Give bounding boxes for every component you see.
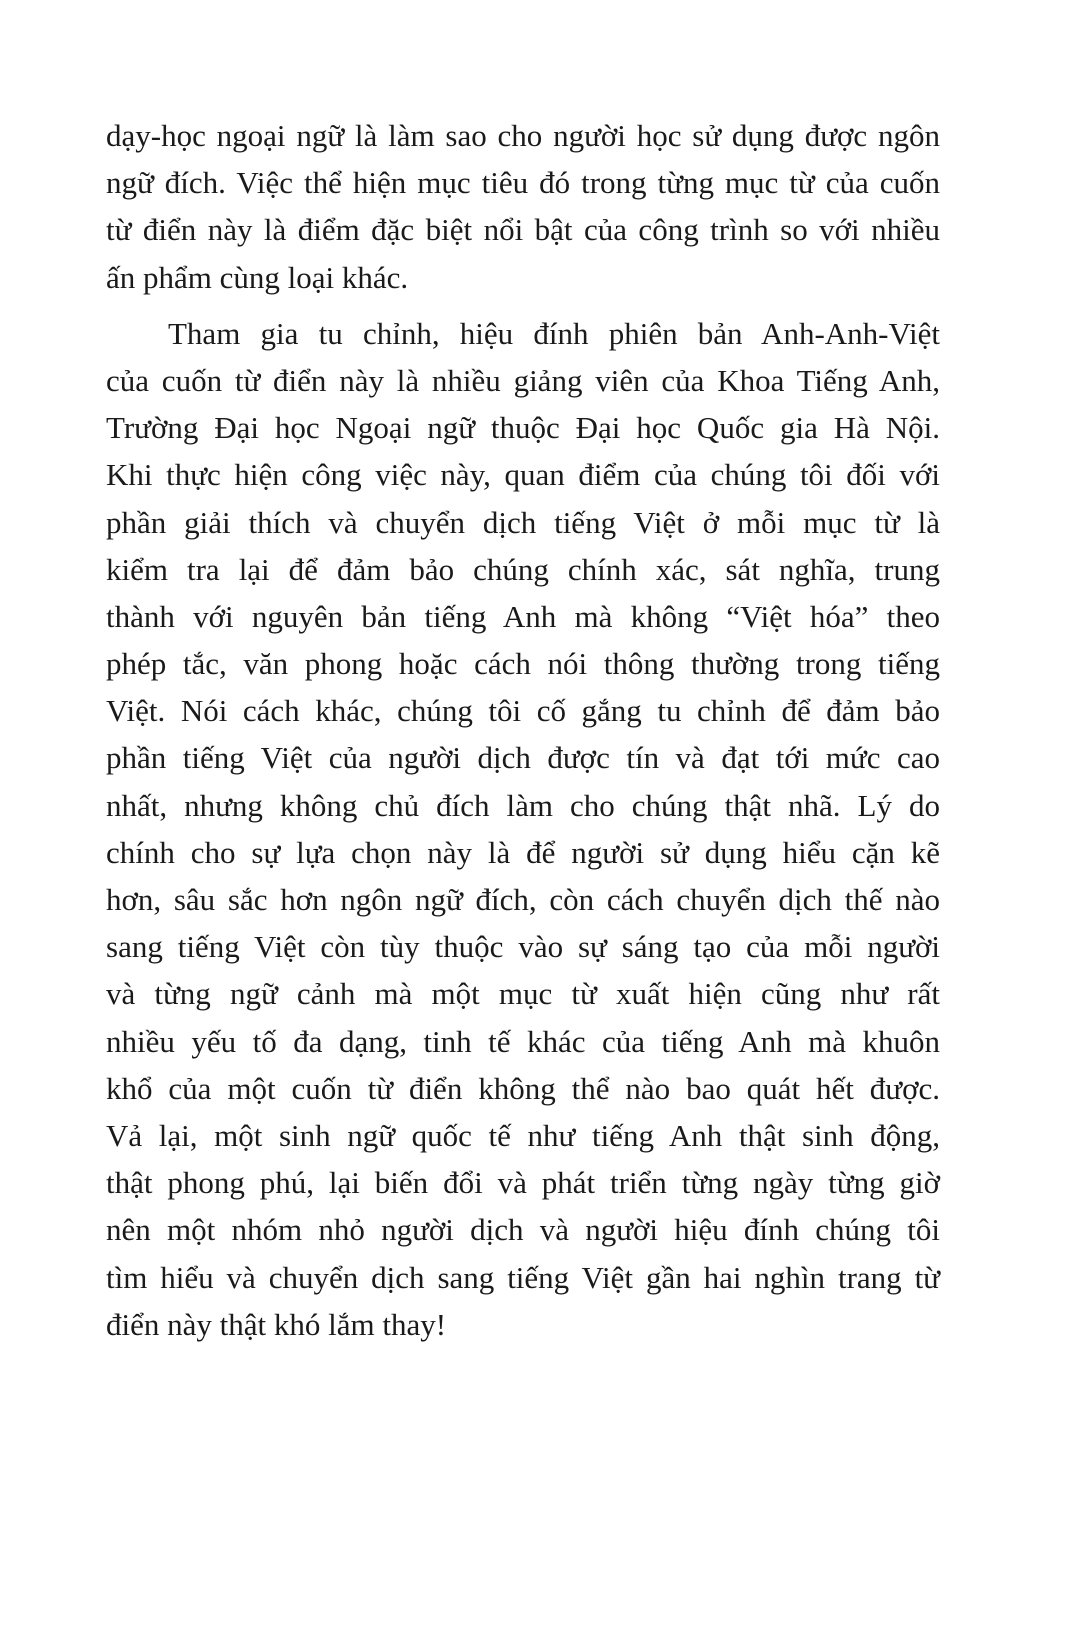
body-text [106,112,940,1348]
text-line: của cuốn từ điển này là nhiều giảng viên của Khoa Tiếng Anh, [106,362,940,398]
text-line: khổ của một cuốn từ điển không thể nào bao quát hết được. [106,1070,940,1106]
text-line: hơn, sâu sắc hơn ngôn ngữ đích, còn cách chuyển dịch thế nào [106,882,940,917]
text-line: Khi thực hiện công việc này, quan điểm của chúng tôi đối với [106,457,940,493]
text-line: tìm hiểu và chuyển dịch sang tiếng Việt gần hai nghìn trang từ [106,1259,940,1295]
paragraph-2 [106,310,940,1348]
text-line: điển này thật khó lắm thay! [106,1306,447,1342]
text-line: và từng ngữ cảnh mà một mục từ xuất hiện cũng như rất [106,976,940,1012]
paragraph-gap [106,301,940,310]
text-line: Tham gia tu chỉnh, hiệu đính phiên bản Anh-Anh-Việt [168,315,940,351]
text-line: ấn phẩm cùng loại khác. [106,259,409,295]
text-line: phần giải thích và chuyển dịch tiếng Việt ở mỗi mục từ là [106,504,940,540]
text-line: phép tắc, văn phong hoặc cách nói thông thường trong tiếng [106,646,940,682]
text-line: Việt. Nói cách khác, chúng tôi cố gắng tu chỉnh để đảm bảo [106,693,940,729]
text-line: Trường Đại học Ngoại ngữ thuộc Đại học Quốc gia Hà Nội. [106,410,940,446]
text-line: thành với nguyên bản tiếng Anh mà không “Việt hóa” theo [106,598,940,634]
text-line: thật phong phú, lại biến đổi và phát triển từng ngày từng giờ [106,1165,940,1201]
text-line: phần tiếng Việt của người dịch được tín và đạt tới mức cao [106,740,940,776]
text-line: nhất, nhưng không chủ đích làm cho chúng thật nhã. Lý do [106,787,940,823]
text-line: ngữ đích. Việc thể hiện mục tiêu đó trong từng mục từ của cuốn [106,165,940,201]
text-line: từ điển này là điểm đặc biệt nổi bật của công trình so với nhiều [106,212,940,248]
text-line: Vả lại, một sinh ngữ quốc tế như tiếng Anh thật sinh động, [106,1117,940,1153]
text-line: nên một nhóm nhỏ người dịch và người hiệu đính chúng tôi [106,1212,940,1248]
text-line: kiểm tra lại để đảm bảo chúng chính xác, sát nghĩa, trung [106,551,940,587]
text-line: nhiều yếu tố đa dạng, tinh tế khác của tiếng Anh mà khuôn [106,1023,940,1059]
text-line: sang tiếng Việt còn tùy thuộc vào sự sáng tạo của mỗi người [106,929,940,965]
text-line: dạy-học ngoại ngữ là làm sao cho người học sử dụng được ngôn [106,118,940,153]
text-line: chính cho sự lựa chọn này là để người sử dụng hiểu cặn kẽ [106,834,940,870]
paragraph-1 [106,112,940,301]
